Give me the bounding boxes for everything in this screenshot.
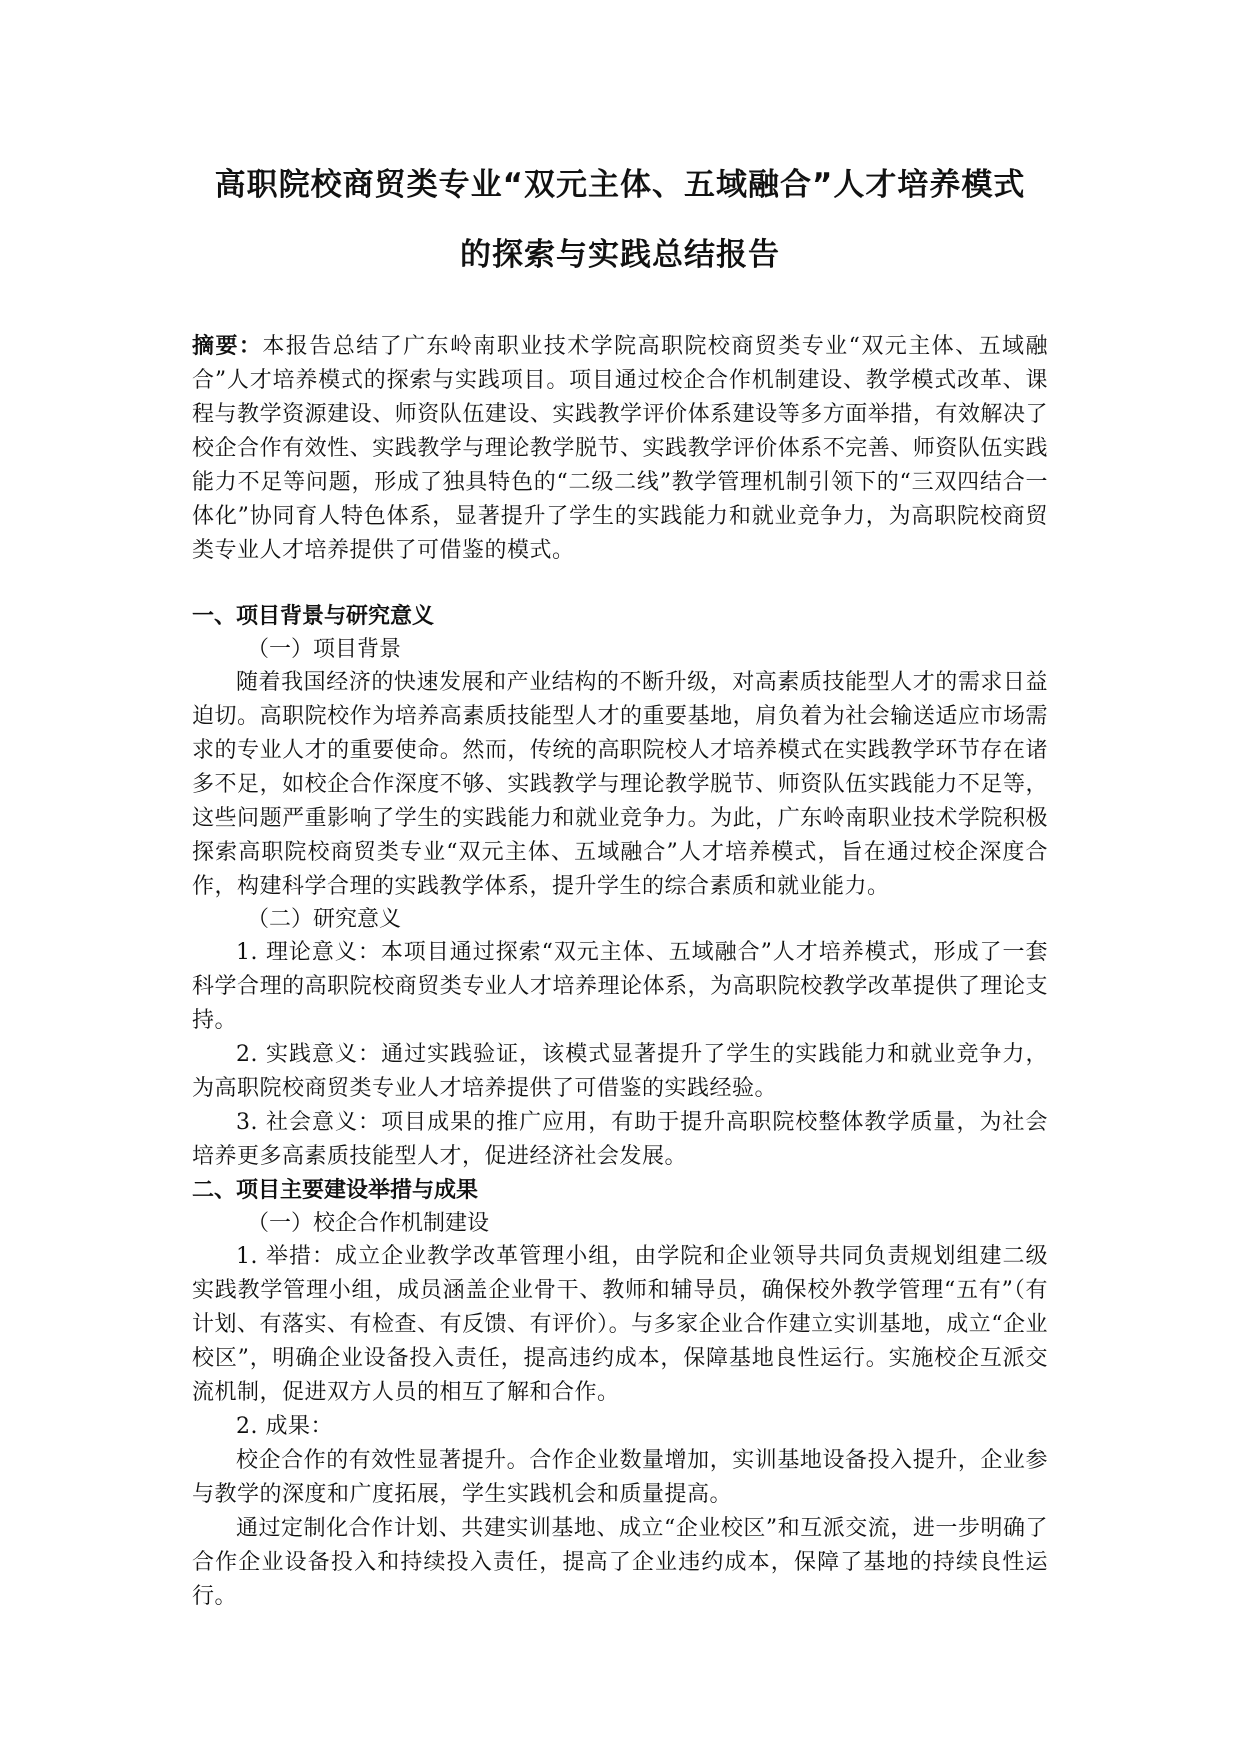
- abstract-label: 摘要：: [192, 334, 263, 359]
- significance-practice: 2. 实践意义：通过实践验证，该模式显著提升了学生的实践能力和就业竞争力，为高职院校商贸类专业人才培养提供了可借鉴的实践经验。: [192, 1042, 1048, 1101]
- results-paragraph-2: 通过定制化合作计划、共建实训基地、成立“企业校区”和互派交流，进一步明确了合作企业设备投入和持续投入责任，提高了企业违约成本，保障了基地的持续良性运行。: [192, 1516, 1048, 1609]
- abstract: [192, 330, 1048, 568]
- results-label: 2. 成果：: [236, 1414, 333, 1439]
- title-line-2: 的探索与实践总结报告: [460, 237, 780, 273]
- section1-heading: 一、项目背景与研究意义: [192, 604, 435, 629]
- document-title: [192, 150, 1048, 290]
- section2-sub1-heading: （一）校企合作机制建设: [247, 1211, 490, 1236]
- section1-background-paragraph: 随着我国经济的快速发展和产业结构的不断升级，对高素质技能型人才的需求日益迫切。高职院校作为培养高素质技能型人才的重要基地，肩负着为社会输送适应市场需求的专业人才的重要使命。然而，传统的高职院校人才培养模式在实践教学环节存在诸多不足，如校企合作深度不够、实践教学与理论教学脱节、师资队伍实践能力不足等，这些问题严重影响了学生的实践能力和就业竞争力。为此，广东岭南职业技术学院积极探索高职院校商贸类专业“双元主体、五域融合”人才培养模式，旨在通过校企深度合作，构建科学合理的实践教学体系，提升学生的综合素质和就业能力。: [192, 670, 1048, 899]
- measures-paragraph: 1. 举措：成立企业教学改革管理小组，由学院和企业领导共同负责规划组建二级实践教学管理小组，成员涵盖企业骨干、教师和辅导员，确保校外教学管理“五有”（有计划、有落实、有检查、有反馈、有评价）。与多家企业合作建立实训基地，成立“企业校区”，明确企业设备投入责任，提高违约成本，保障基地良性运行。实施校企互派交流机制，促进双方人员的相互了解和合作。: [192, 1244, 1048, 1405]
- abstract-text: 本报告总结了广东岭南职业技术学院高职院校商贸类专业“双元主体、五域融合”人才培养模式的探索与实践项目。项目通过校企合作机制建设、教学模式改革、课程与教学资源建设、师资队伍建设、实践教学评价体系建设等多方面举措，有效解决了校企合作有效性、实践教学与理论教学脱节、实践教学评价体系不完善、师资队伍实践能力不足等问题，形成了独具特色的“二级二线”教学管理机制引领下的“三双四结合一体化”协同育人特色体系，显著提升了学生的实践能力和就业竞争力，为高职院校商贸类专业人才培养提供了可借鉴的模式。: [192, 334, 1048, 563]
- significance-theory: 1. 理论意义：本项目通过探索“双元主体、五域融合”人才培养模式，形成了一套科学合理的高职院校商贸类专业人才培养理论体系，为高职院校教学改革提供了理论支持。: [192, 940, 1048, 1033]
- results-paragraph-1: 校企合作的有效性显著提升。合作企业数量增加，实训基地设备投入提升，企业参与教学的深度和广度拓展，学生实践机会和质量提高。: [192, 1448, 1048, 1507]
- significance-social: 3. 社会意义：项目成果的推广应用，有助于提升高职院校整体教学质量，为社会培养更多高素质技能型人才，促进经济社会发展。: [192, 1110, 1048, 1169]
- section1-sub2-heading: （二）研究意义: [247, 907, 402, 932]
- section1-sub1-heading: （一）项目背景: [247, 637, 402, 662]
- section2-heading: 二、项目主要建设举措与成果: [192, 1178, 479, 1203]
- title-line-1: 高职院校商贸类专业“双元主体、五域融合”人才培养模式: [214, 167, 1026, 203]
